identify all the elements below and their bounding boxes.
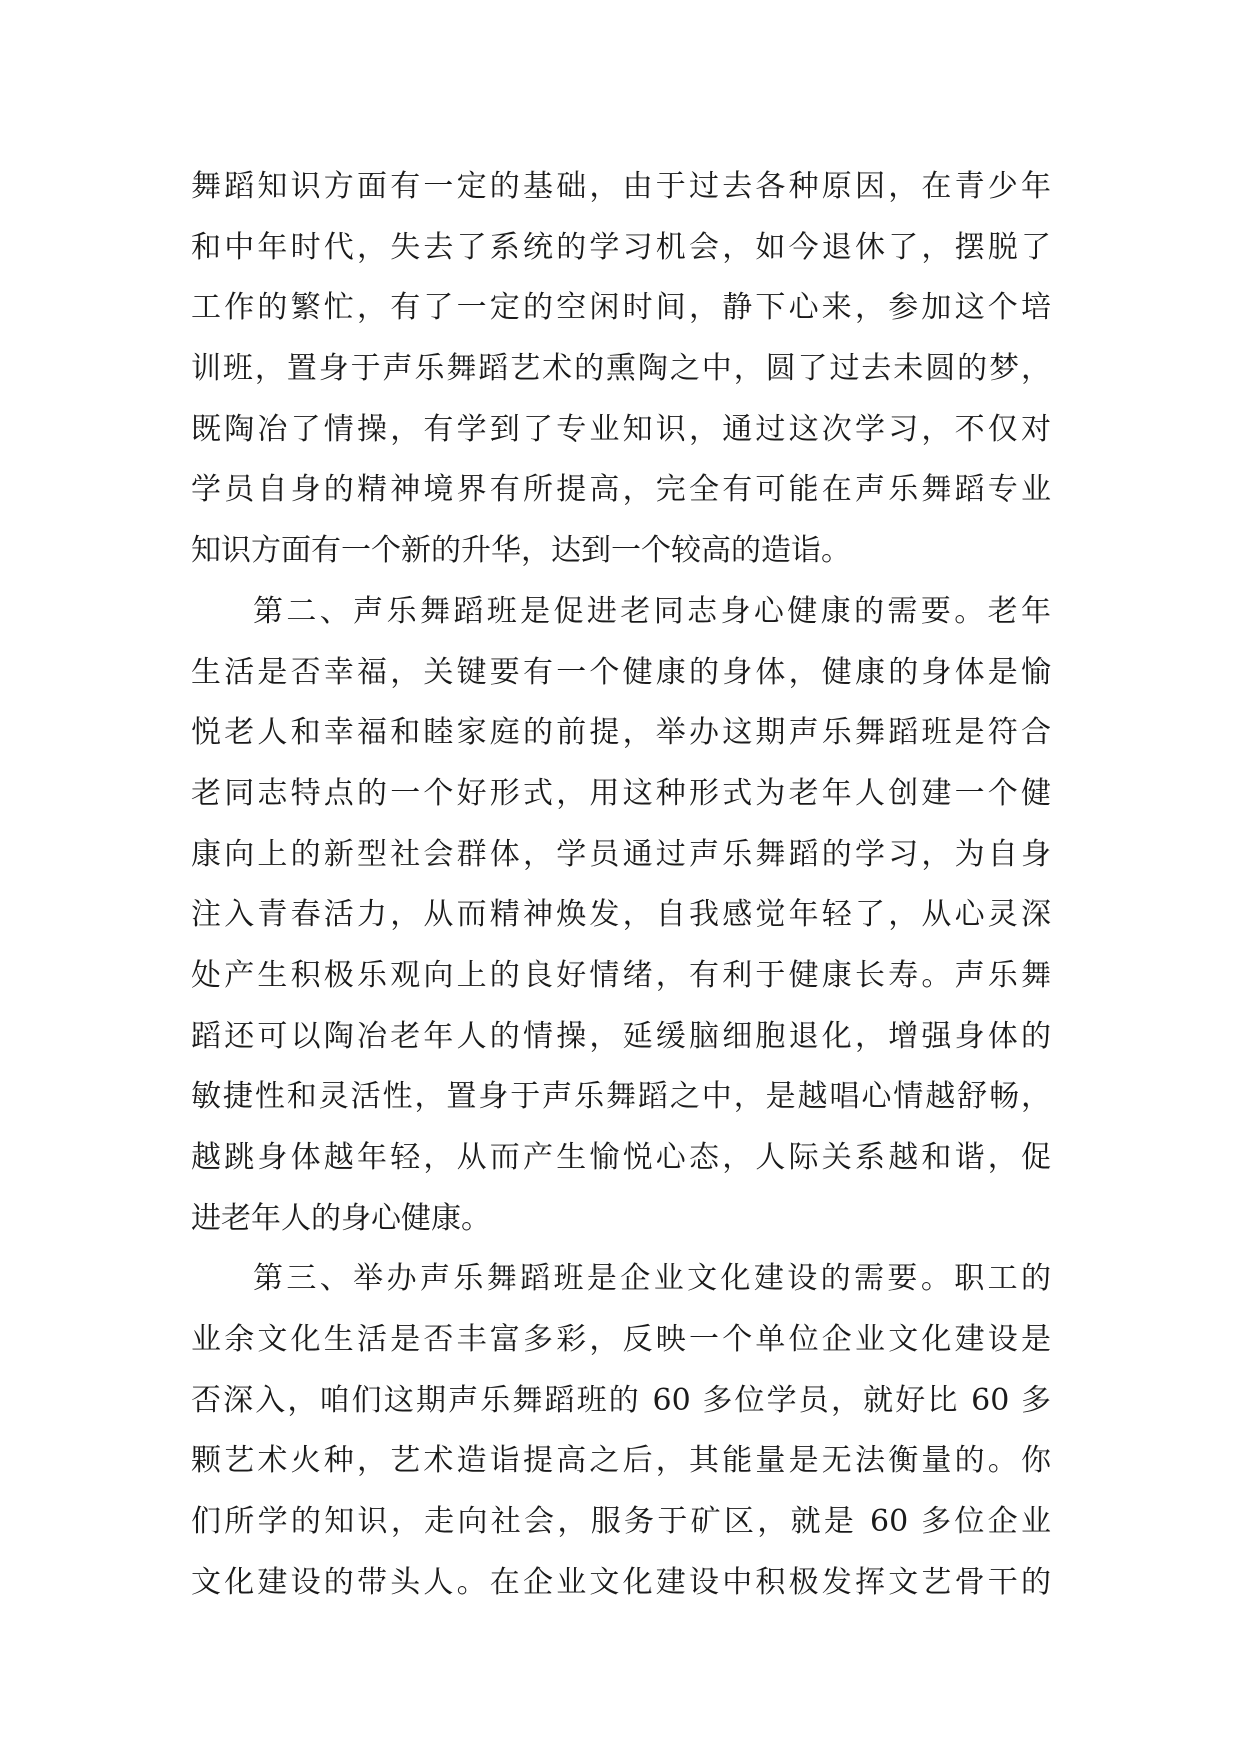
document-body	[191, 157, 1051, 1614]
text-line: 既陶冶了情操，有学到了专业知识，通过这次学习，不仅对	[191, 411, 1051, 447]
text-line: 蹈还可以陶冶老年人的情操，延缓脑细胞退化，增强身体的	[191, 1018, 1051, 1054]
text-line: 康向上的新型社会群体，学员通过声乐舞蹈的学习，为自身	[191, 836, 1051, 872]
text-line: 业余文化生活是否丰富多彩，反映一个单位企业文化建设是	[191, 1322, 1051, 1358]
text-line: 和中年时代，失去了系统的学习机会，如今退休了，摆脱了	[191, 229, 1051, 265]
text-line: 生活是否幸福，关键要有一个健康的身体，健康的身体是愉	[191, 654, 1051, 690]
text-line: 学员自身的精神境界有所提高，完全有可能在声乐舞蹈专业	[191, 472, 1051, 508]
text-line: 否深入，咱们这期声乐舞蹈班的 60 多位学员，就好比 60 多	[191, 1382, 1051, 1418]
text-line: 越跳身体越年轻，从而产生愉悦心态，人际关系越和谐，促	[191, 1140, 1051, 1175]
text-line: 们所学的知识，走向社会，服务于矿区，就是 60 多位企业	[191, 1504, 1051, 1540]
text-line: 训班，置身于声乐舞蹈艺术的熏陶之中，圆了过去未圆的梦，	[191, 351, 1051, 387]
text-line: 颗艺术火种，艺术造诣提高之后，其能量是无法衡量的。你	[191, 1443, 1051, 1479]
text-line: 敏捷性和灵活性，置身于声乐舞蹈之中，是越唱心情越舒畅，	[191, 1079, 1051, 1115]
text-line: 文化建设的带头人。在企业文化建设中积极发挥文艺骨干的	[191, 1564, 1051, 1600]
text-line: 老同志特点的一个好形式，用这种形式为老年人创建一个健	[191, 775, 1051, 811]
text-line: 注入青春活力，从而精神焕发，自我感觉年轻了，从心灵深	[191, 897, 1051, 933]
text-line: 第二、声乐舞蹈班是促进老同志身心健康的需要。老年	[253, 593, 1051, 629]
text-line: 第三、举办声乐舞蹈班是企业文化建设的需要。职工的	[253, 1261, 1051, 1297]
text-line: 处产生积极乐观向上的良好情绪，有利于健康长寿。声乐舞	[191, 957, 1051, 993]
text-line: 知识方面有一个新的升华，达到一个较高的造诣。	[191, 533, 851, 569]
text-line: 进老年人的身心健康。	[191, 1200, 491, 1236]
text-line: 工作的繁忙，有了一定的空闲时间，静下心来，参加这个培	[191, 290, 1051, 326]
text-line: 舞蹈知识方面有一定的基础，由于过去各种原因，在青少年	[191, 169, 1051, 204]
text-line: 悦老人和幸福和睦家庭的前提，举办这期声乐舞蹈班是符合	[191, 715, 1051, 751]
